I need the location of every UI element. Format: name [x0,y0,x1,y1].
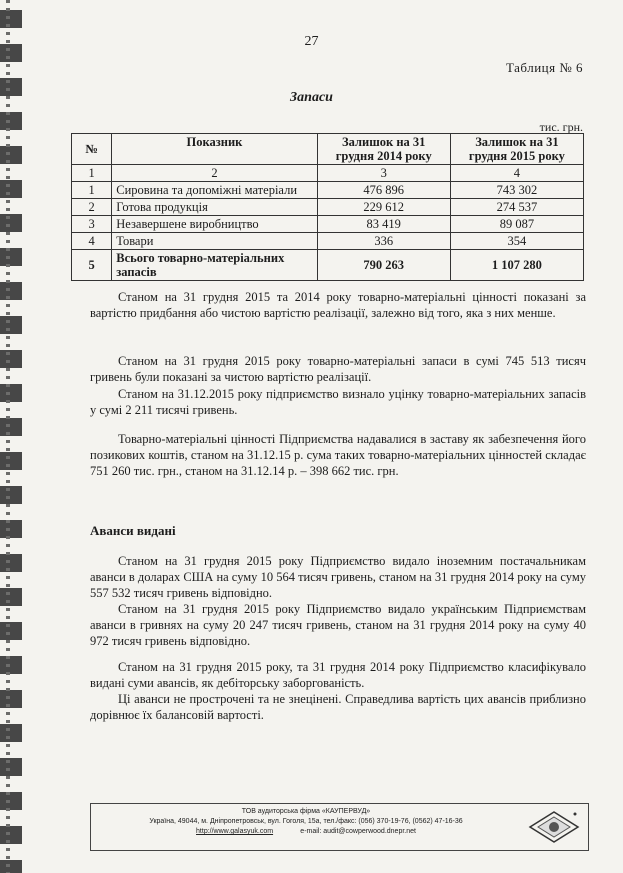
table-label: Таблиця № 6 [506,60,583,75]
total-label: Всього товарно-матеріальних запасів [112,250,317,281]
index-cell: 3 [317,165,450,182]
table-header-row [72,134,584,165]
row-label: Незавершене виробництво [112,216,317,233]
row-value-2015: 743 302 [450,182,583,199]
table-total-row [72,250,584,281]
table-row [72,233,584,250]
footer-website-link[interactable]: http://www.galasyuk.com [196,828,274,835]
row-value-2014: 229 612 [317,199,450,216]
row-label: Товари [112,233,317,250]
header-2014: Залишок на 31 грудня 2014 року [317,134,450,165]
total-number: 5 [72,250,112,281]
paragraph-net-realizable: Станом на 31 грудня 2015 року товарно-матеріальні запаси в сумі 745 513 тисяч гривень були показані за чистою вартістю реалізації. [90,354,586,384]
page-footer [90,803,589,851]
footer-company: ТОВ аудиторська фірма «КАУПЕРВУД» [241,808,371,815]
row-value-2014: 336 [317,233,450,250]
row-value-2015: 354 [450,233,583,250]
total-value-2014: 790 263 [317,250,450,281]
paragraph-classification: Станом на 31 грудня 2015 року, та 31 грудня 2014 року Підприємство класифікувало видані суми авансів, як дебіторську заборгованість. [90,660,586,690]
section-title: Запаси [290,90,333,105]
paragraph-foreign-advances: Станом на 31 грудня 2015 року Підприємство видало іноземним постачальникам аванси в доларах США на суму 10 564 тисяч гривень, станом на 31 грудня 2014 року на суму 557 532 тисяч гривень відповідно. [90,554,586,600]
index-cell: 2 [112,165,317,182]
inventory-table [71,133,584,281]
total-value-2015: 1 107 280 [450,250,583,281]
paragraph-domestic-advances: Станом на 31 грудня 2015 року Підприємство видало українським Підприємствам аванси в гривнях на суму 20 247 тисяч гривень, станом на 31 грудня 2014 року на суму 40 972 тисяч гривень відповідно. [90,602,586,648]
paragraph-valuation: Станом на 31 грудня 2015 та 2014 року товарно-матеріальні цінності показані за вартістю придбання або чистою вартістю реалізації, залежно від того, яка з них менше. [90,290,586,320]
footer-email: e-mail: audit@cowperwood.dnepr.net [300,828,416,835]
row-label: Готова продукція [112,199,317,216]
table-row [72,182,584,199]
row-value-2015: 89 087 [450,216,583,233]
header-indicator: Показник [112,134,317,165]
index-cell: 1 [72,165,112,182]
page-number: 27 [304,34,319,49]
row-number: 3 [72,216,112,233]
footer-address: Україна, 49044, м. Дніпропетровськ, вул. Гоголя, 15а, тел./факс: (056) 370-19-76, (0562) 47-16-36 [149,818,463,825]
units-label: тис. грн. [539,120,583,134]
header-number: № [72,134,112,165]
row-number: 2 [72,199,112,216]
header-2015: Залишок на 31 грудня 2015 року [450,134,583,165]
paragraph-fair-value: Ці аванси не прострочені та не знецінені. Справедлива вартість цих авансів приблизно дорівнює їх балансовій вартості. [90,692,586,722]
row-value-2015: 274 537 [450,199,583,216]
paragraph-writedown: Станом на 31.12.2015 року підприємство визнало уцінку товарно-матеріальних запасів у сумі 2 211 тисячі гривень. [90,387,586,417]
row-value-2014: 476 896 [317,182,450,199]
index-cell: 4 [450,165,583,182]
row-label: Сировина та допоміжні матеріали [112,182,317,199]
row-number: 4 [72,233,112,250]
table-row [72,199,584,216]
row-number: 1 [72,182,112,199]
footer-text [91,807,521,837]
footer-contacts [91,827,521,837]
advances-heading: Аванси видані [90,523,176,538]
row-value-2014: 83 419 [317,216,450,233]
table-row [72,216,584,233]
paragraph-pledge: Товарно-матеріальні цінності Підприємства надавалися в заставу як забезпечення його позикових коштів, станом на 31.12.15 р. сума таких товарно-матеріальних цінностей складає 751 260 тис. грн., станом на 31.12.14 р. – 398 662 тис. грн. [90,432,586,478]
ring-binding [0,0,22,873]
table-index-row [72,165,584,182]
company-logo-icon [528,810,580,844]
